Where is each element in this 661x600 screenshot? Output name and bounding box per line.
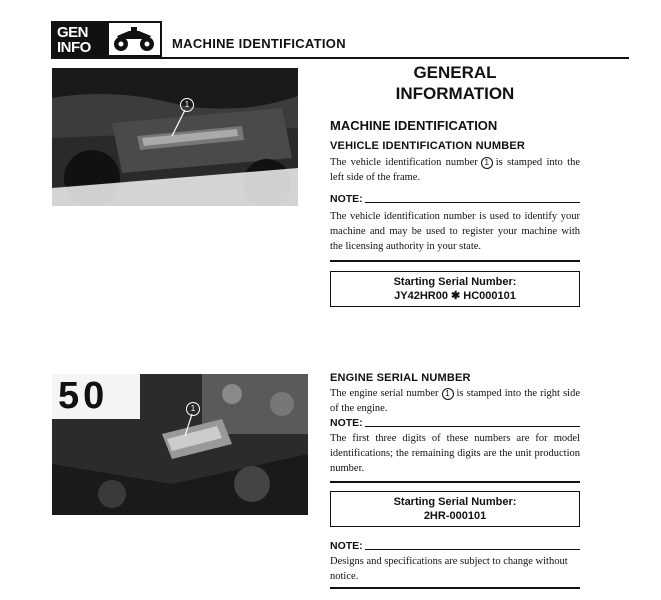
engine-note-label: NOTE:	[330, 417, 363, 429]
engine-marker: 1	[442, 388, 454, 400]
engine-serial-box	[330, 491, 580, 527]
engine-note-header	[330, 417, 580, 429]
engine-callout-marker: 1	[186, 402, 200, 416]
vin-note-rule	[330, 260, 580, 262]
engine-text-after: is stamped into the right side of the engine.	[330, 388, 581, 414]
engine-description	[330, 386, 580, 416]
vin-heading: VEHICLE IDENTIFICATION NUMBER	[330, 140, 526, 152]
badge-line-1: GEN	[57, 24, 89, 41]
page-title	[330, 62, 580, 104]
badge-text	[53, 23, 109, 55]
vin-serial-label: Starting Serial Number:	[393, 275, 517, 288]
engine-serial-label: Starting Serial Number:	[393, 495, 517, 508]
vin-note-text: The vehicle identification number is used to identify your machine and may be used to register your machine with the licensing authority in your state.	[330, 211, 580, 252]
vin-block	[330, 140, 580, 307]
final-note-block	[330, 540, 580, 589]
vin-text-before: The vehicle identification number	[330, 157, 478, 168]
section-heading: MACHINE IDENTIFICATION	[330, 118, 498, 133]
atv-icon	[109, 23, 160, 55]
vin-text-after: is stamped into the left side of the frame.	[330, 157, 580, 183]
vin-note-label: NOTE:	[330, 193, 363, 205]
decal-text: 50	[58, 375, 109, 417]
final-note-rule	[330, 587, 580, 589]
final-note-label: NOTE:	[330, 540, 363, 552]
engine-note-rule	[330, 481, 580, 483]
engine-note-text: The first three digits of these numbers are for model identifications; the remaining digits are the unit production number.	[330, 433, 580, 474]
badge-line-2: INFO	[57, 39, 91, 56]
engine-block	[330, 372, 580, 527]
vin-note-line	[365, 202, 580, 204]
page-title-line-2: INFORMATION	[395, 84, 515, 103]
gen-info-badge	[51, 21, 162, 57]
engine-heading: ENGINE SERIAL NUMBER	[330, 372, 471, 384]
final-note-line	[365, 549, 580, 551]
vin-marker: 1	[481, 157, 493, 169]
final-note-text: Designs and specifications are subject to change without notice.	[330, 556, 568, 582]
final-note-header	[330, 540, 580, 552]
engine-serial-photo	[52, 374, 308, 515]
engine-note-line	[365, 426, 580, 428]
vin-note-header	[330, 193, 580, 205]
vin-description	[330, 155, 580, 185]
vin-serial-box	[330, 271, 580, 307]
frame-vin-photo	[52, 68, 298, 206]
page-header-title: MACHINE IDENTIFICATION	[172, 36, 346, 51]
engine-text-before: The engine serial number	[330, 388, 439, 399]
header-rule	[51, 57, 629, 59]
page-title-line-1: GENERAL	[413, 63, 497, 82]
vin-serial-value: JY42HR00 ✱ HC000101	[394, 289, 516, 302]
vin-callout-marker: 1	[180, 98, 194, 112]
engine-serial-value: 2HR-000101	[423, 509, 487, 522]
